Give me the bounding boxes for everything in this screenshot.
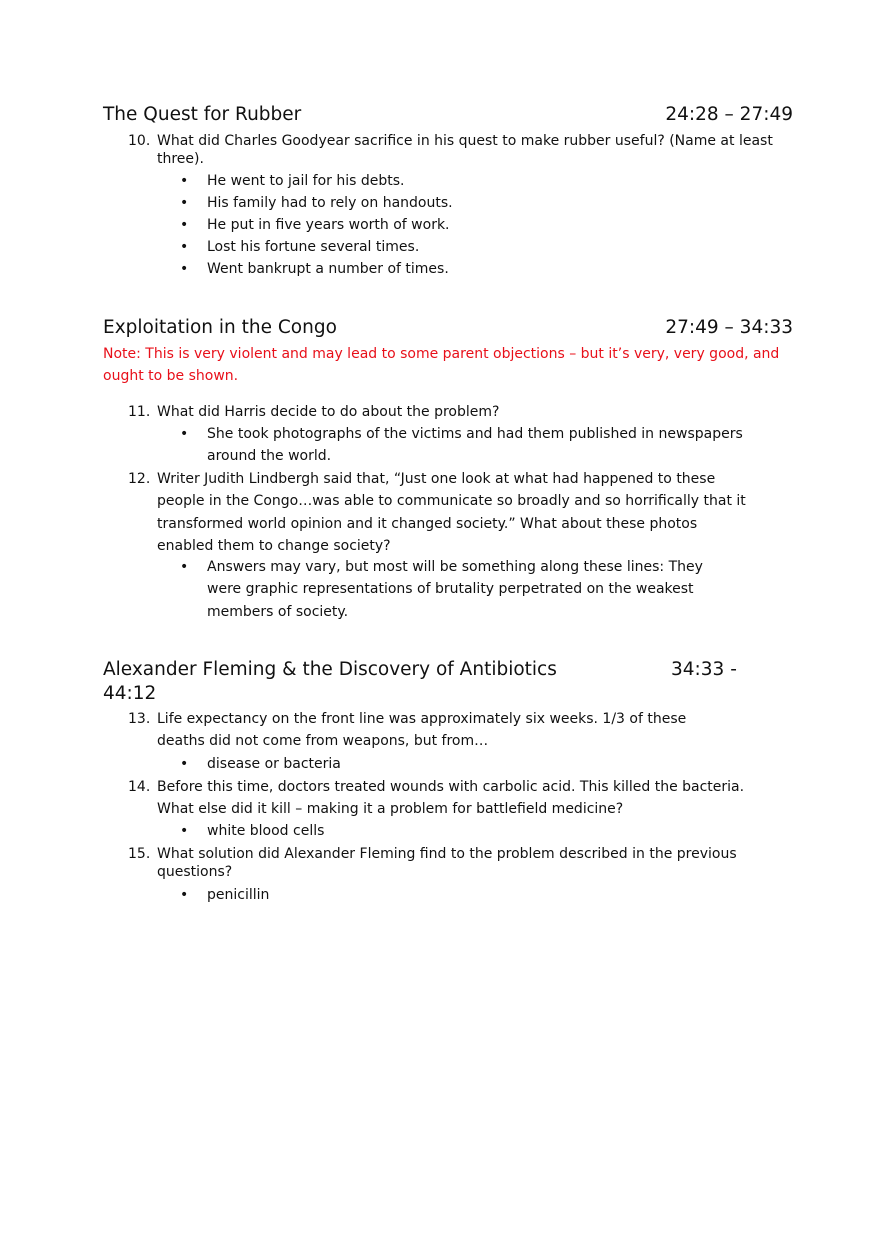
- question-number: 14.: [128, 779, 151, 795]
- answer-text: penicillin: [207, 887, 270, 903]
- question-text: What did Charles Goodyear sacrifice in his quest to make rubber useful? (Name at least three).: [157, 133, 773, 167]
- section-timestamp: 27:49 – 34:33: [665, 317, 793, 338]
- question-11: [128, 403, 787, 421]
- answer-text: He went to jail for his debts.: [207, 173, 405, 189]
- question-text: What solution did Alexander Fleming find to the problem described in the previous questions?: [157, 846, 737, 880]
- answer-bullet: [180, 556, 737, 623]
- question-13: [128, 708, 737, 753]
- section-title: Exploitation in the Congo: [103, 317, 337, 338]
- answer-text: disease or bacteria: [207, 756, 341, 772]
- answer-bullet: [180, 820, 782, 842]
- question-number: 12.: [128, 471, 151, 487]
- question-10: [128, 132, 787, 168]
- bullet-icon: •: [180, 173, 189, 189]
- section-heading-rubber: [103, 103, 793, 127]
- question-15: [128, 845, 757, 881]
- section-timestamp: 24:28 – 27:49: [665, 104, 793, 125]
- answer-text: Answers may vary, but most will be something along these lines: They were graphic representations of brutality perpetrated on the weakest members of society.: [207, 559, 703, 620]
- section-title: The Quest for Rubber: [103, 104, 302, 125]
- answer-bullet: [180, 214, 782, 236]
- bullet-icon: •: [180, 195, 189, 211]
- bullet-icon: •: [180, 261, 189, 277]
- section-title: Alexander Fleming & the Discovery of Antibiotics: [103, 659, 557, 680]
- bullet-icon: •: [180, 823, 189, 839]
- bullet-icon: •: [180, 887, 189, 903]
- answer-text: He put in five years worth of work.: [207, 217, 450, 233]
- answer-bullet: [180, 753, 782, 775]
- section-timestamp-start: 34:33 -: [671, 659, 737, 680]
- question-text: Life expectancy on the front line was approximately six weeks. 1/3 of these deaths did not come from weapons, but from…: [157, 711, 687, 750]
- answer-bullet: [180, 423, 772, 467]
- question-number: 13.: [128, 711, 151, 727]
- section-heading-congo: [103, 316, 793, 340]
- answer-bullet: [180, 170, 782, 192]
- question-text: What did Harris decide to do about the problem?: [157, 404, 500, 420]
- warning-note: Note: This is very violent and may lead to some parent objections – but it’s very, very good, and ought to be shown.: [103, 346, 780, 384]
- bullet-icon: •: [180, 217, 189, 233]
- question-number: 15.: [128, 846, 151, 862]
- bullet-icon: •: [180, 756, 189, 772]
- question-14: [128, 776, 747, 821]
- answer-text: She took photographs of the victims and had them published in newspapers around the world.: [207, 426, 743, 464]
- bullet-icon: •: [180, 426, 189, 442]
- answer-bullet: [180, 236, 782, 258]
- question-12: [128, 468, 757, 557]
- answer-bullet: [180, 258, 782, 280]
- question-number: 10.: [128, 133, 151, 149]
- section-timestamp-end: 44:12: [103, 683, 157, 704]
- bullet-icon: •: [180, 239, 189, 255]
- question-text: Writer Judith Lindbergh said that, “Just one look at what had happened to these people in the Congo…was able to communicate so broadly and so horrifically that it transformed world opinion and it changed society.” What about these photos enabled them to change society?: [157, 471, 746, 554]
- answer-text: His family had to rely on handouts.: [207, 195, 453, 211]
- question-number: 11.: [128, 404, 151, 420]
- answer-text: Went bankrupt a number of times.: [207, 261, 449, 277]
- answer-bullet: [180, 192, 782, 214]
- answer-text: white blood cells: [207, 823, 325, 839]
- answer-text: Lost his fortune several times.: [207, 239, 420, 255]
- question-text: Before this time, doctors treated wounds with carbolic acid. This killed the bacteria. What else did it kill – making it a problem for battlefield medicine?: [157, 779, 745, 818]
- answer-bullet: [180, 884, 782, 906]
- bullet-icon: •: [180, 559, 189, 575]
